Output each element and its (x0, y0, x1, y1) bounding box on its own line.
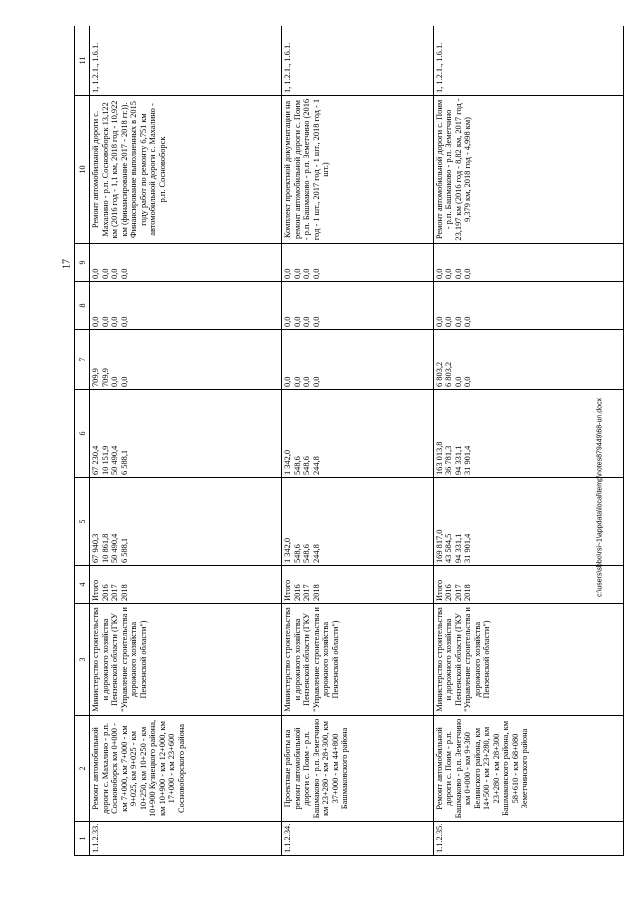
funding-regional (433, 390, 623, 478)
year-list-value: 2018 (119, 584, 129, 601)
year-list-value: 2016 (444, 584, 454, 601)
indicator-links: 1, 1.2.1., 1.6.1. (433, 26, 623, 96)
year-list (90, 566, 282, 604)
funding-other-value: 0,0 (119, 268, 129, 279)
year-list-value: 2017 (110, 584, 120, 601)
column-header: 8 (75, 282, 90, 330)
column-header: 3 (75, 604, 90, 716)
funding-local-value: 0,0 (100, 316, 110, 327)
funding-total-value: 94 331,1 (453, 533, 463, 563)
funding-federal-value: 0,0 (453, 376, 463, 387)
row-number: 1.1.2.33. (90, 822, 282, 856)
funding-local-value: 0,0 (311, 316, 321, 327)
funding-total-value: 548,6 (302, 544, 312, 563)
funding-regional-value: 10 151,9 (100, 445, 110, 475)
column-header: 9 (75, 244, 90, 282)
funding-local (90, 282, 282, 330)
funding-regional-value: 50 490,4 (110, 445, 120, 475)
funding-other (433, 244, 623, 282)
activity-name: Ремонт автомобильной дороги с. Махалино - р.п. Сосновоборск км 0+000 - км 7+000, км 7+000 - км 9+025, км 9+025 - км 10+250, км 10+250 - км 10+900 Кузнецкого района, км 10+900 - км 12+000, км 17+000 - км 23+600 Сосновоборского района (90, 716, 282, 822)
rotated-table-container (74, 26, 624, 856)
executor-name: Министерство строительства и дорожного хозяйства Пензенской области (ГКУ "Управление строительства и дорожного хозяйства Пензенской области") (90, 604, 282, 716)
funding-regional-value: 548,6 (292, 456, 302, 475)
funding-local-value: 0,0 (463, 316, 473, 327)
funding-total-value: 31 901,4 (463, 533, 473, 563)
funding-total-value: 1 342,0 (283, 537, 293, 563)
column-header: 6 (75, 390, 90, 478)
year-list-value: 2018 (463, 584, 473, 601)
funding-other (282, 244, 434, 282)
funding-federal-value: 0,0 (302, 376, 312, 387)
year-list (433, 566, 623, 604)
funding-other-value: 0,0 (463, 268, 473, 279)
funding-federal-value: 0,0 (463, 376, 473, 387)
funding-regional-value: 548,6 (302, 456, 312, 475)
funding-local-value: 0,0 (110, 316, 120, 327)
funding-other-value: 0,0 (311, 268, 321, 279)
column-header: 1 (75, 822, 90, 856)
funding-federal-value: 709,9 (100, 368, 110, 387)
funding-regional-value: 31 901,4 (463, 445, 473, 475)
funding-federal-value: 6 803,2 (434, 361, 444, 387)
year-list-value: Итого (283, 579, 293, 601)
funding-local-value: 0,0 (453, 316, 463, 327)
expected-result: Ремонт автомобильной дороги с. Поим - р.п. Башмаково - р.п. Земетчино 23,197 км (2016 год - 8,82 км, 2017 год - 9,379 км, 2018 год - 4,998 км) (433, 96, 623, 244)
funding-total-value: 50 490,4 (110, 533, 120, 563)
funding-other-value: 0,0 (444, 268, 454, 279)
funding-other (90, 244, 282, 282)
funding-regional-value: 163 013,8 (434, 441, 444, 475)
funding-total-value: 244,8 (311, 544, 321, 563)
activity-name: Проектные работы на ремонт автомобильной дороги с. Поим - р.п. Башмаково - р.п. Земетчино км 23+280 - км 28+300, км 37+000 - км 44+800 Башмаковского района (282, 716, 434, 822)
executor-name: Министерство строительства и дорожного хозяйства Пензенской области (ГКУ "Управление строительства и дорожного хозяйства Пензенской области") (282, 604, 434, 716)
funding-local-value: 0,0 (91, 316, 101, 327)
funding-total (282, 478, 434, 566)
funding-federal-value: 0,0 (292, 376, 302, 387)
funding-total (433, 478, 623, 566)
funding-local-value: 0,0 (283, 316, 293, 327)
funding-local-value: 0,0 (302, 316, 312, 327)
funding-federal-value: 6 803,2 (444, 361, 454, 387)
funding-other-value: 0,0 (302, 268, 312, 279)
year-list-value: 2016 (292, 584, 302, 601)
column-header: 7 (75, 330, 90, 390)
funding-federal (90, 330, 282, 390)
activity-name: Ремонт автомобильной дороги с. Поим - р.п. Башмаково - р.п. Земетчино км 0+000 - км 9+360 Белинского района, км 14+500 - км 23+280, км 23+280 - км 28+300 Башмаковского района, км 58+610 - км 68+080 Земетчинского района (433, 716, 623, 822)
year-list-value: Итого (434, 579, 444, 601)
funding-regional-value: 1 342,0 (283, 449, 293, 475)
program-table (74, 26, 624, 856)
funding-regional-value: 94 331,1 (453, 445, 463, 475)
funding-total (90, 478, 282, 566)
executor-name: Министерство строительства и дорожного хозяйства Пензенской области (ГКУ "Управление строительства и дорожного хозяйства Пензенской области") (433, 604, 623, 716)
funding-regional-value: 244,8 (311, 456, 321, 475)
funding-federal-value: 0,0 (311, 376, 321, 387)
footer-path-text: c:\users\sbbo\rsi~1\appdata\local\temp\notes879449\68-un.docx (596, 397, 604, 598)
column-header: 2 (75, 716, 90, 822)
year-list-value: 2016 (100, 584, 110, 601)
funding-local-value: 0,0 (292, 316, 302, 327)
funding-total-value: 67 940,3 (91, 533, 101, 563)
funding-other-value: 0,0 (100, 268, 110, 279)
funding-federal-value: 709,9 (91, 368, 101, 387)
funding-total-value: 10 861,8 (100, 533, 110, 563)
funding-federal (282, 330, 434, 390)
column-header: 11 (75, 26, 90, 96)
row-number: 1.1.2.34. (282, 822, 434, 856)
year-list-value: 2017 (302, 584, 312, 601)
year-list-value: 2017 (453, 584, 463, 601)
funding-federal-value: 0,0 (119, 376, 129, 387)
column-header: 4 (75, 566, 90, 604)
funding-regional-value: 36 781,3 (444, 445, 454, 475)
table-row (433, 26, 623, 856)
funding-total-value: 169 817,0 (434, 529, 444, 563)
page-number: 17 (61, 259, 73, 269)
funding-other-value: 0,0 (292, 268, 302, 279)
expected-result: Ремонт автомобильной дороги с. Махалино - р.п. Сосновоборск 13,122 км (2016 год - 1,1 км, 2018 год - 10,922 км (финансирование 2017 - 2018 гг.)). Финансирование выполненных в 2015 году работ по ремонту 6,751 км автомобильной дороги с. Махалино - р.п. Сосновоборск (90, 96, 282, 244)
funding-regional-value: 6 588,1 (119, 449, 129, 475)
funding-total-value: 43 584,5 (444, 533, 454, 563)
header-row (75, 26, 90, 856)
funding-regional-value: 67 230,4 (91, 445, 101, 475)
funding-local-value: 0,0 (444, 316, 454, 327)
funding-total-value: 6 588,1 (119, 537, 129, 563)
table-row (282, 26, 434, 856)
funding-local (433, 282, 623, 330)
row-number: 1.1.2.35. (433, 822, 623, 856)
funding-other-value: 0,0 (91, 268, 101, 279)
year-list-value: Итого (91, 579, 101, 601)
funding-local-value: 0,0 (434, 316, 444, 327)
year-list (282, 566, 434, 604)
table-row (90, 26, 282, 856)
funding-other-value: 0,0 (110, 268, 120, 279)
indicator-links: 1, 1.2.1., 1.6.1. (282, 26, 434, 96)
funding-local (282, 282, 434, 330)
column-header: 5 (75, 478, 90, 566)
funding-regional (282, 390, 434, 478)
funding-federal (433, 330, 623, 390)
column-header: 10 (75, 96, 90, 244)
expected-result: Комплект проектной документации на ремонт автомобильной дороги с. Поим - р.п. Башмаково - р.п. Земетчино (2016 год - 1 шт., 2017 год - 1 шт., 2018 год - 1 шт.) (282, 96, 434, 244)
funding-federal-value: 0,0 (283, 376, 293, 387)
funding-total-value: 548,6 (292, 544, 302, 563)
indicator-links: 1, 1.2.1., 1.6.1. (90, 26, 282, 96)
funding-regional (90, 390, 282, 478)
funding-local-value: 0,0 (119, 316, 129, 327)
table-viewport (74, 26, 624, 856)
funding-federal-value: 0,0 (110, 376, 120, 387)
year-list-value: 2018 (311, 584, 321, 601)
funding-other-value: 0,0 (283, 268, 293, 279)
funding-other-value: 0,0 (434, 268, 444, 279)
funding-other-value: 0,0 (453, 268, 463, 279)
